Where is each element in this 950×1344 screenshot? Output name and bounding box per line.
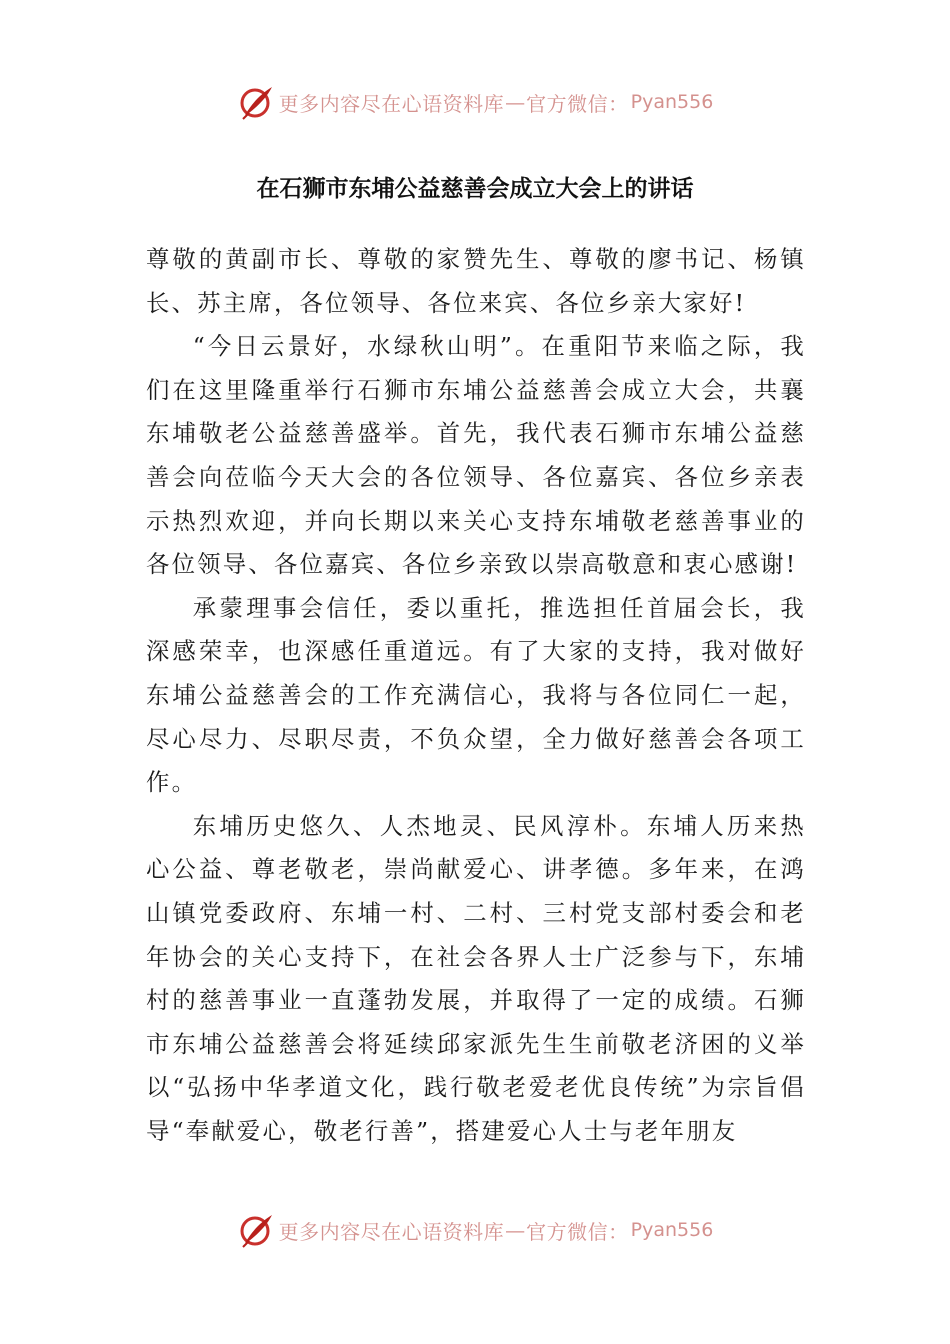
quill-logo-icon (237, 83, 275, 121)
separator-dash: — (505, 1218, 526, 1242)
document-body (146, 238, 806, 1153)
document-title: 在石狮市东埔公益慈善会成立大会上的讲话 (256, 176, 694, 202)
separator-dash: — (505, 90, 526, 114)
header-watermark-banner (0, 82, 950, 122)
wechat-handle: Pyan556 (630, 1219, 714, 1241)
paragraph-greeting: 尊敬的黄副市长、尊敬的家赞先生、尊敬的廖书记、杨镇长、苏主席，各位领导、各位来宾、各位乡亲大家好! (146, 245, 806, 317)
promo-text: 更多内容尽在心语资料库 (278, 91, 505, 116)
footer-watermark-banner (0, 1210, 950, 1250)
contact-label: 官方微信： (526, 91, 629, 116)
wechat-handle: Pyan556 (630, 91, 714, 113)
contact-label: 官方微信： (526, 1219, 629, 1244)
promo-text: 更多内容尽在心语资料库 (278, 1219, 505, 1244)
paragraph-acceptance: 承蒙理事会信任，委以重托，推选担任首届会长，我深感荣幸，也深感任重道远。有了大家的支持，我对做好东埔公益慈善会的工作充满信心，我将与各位同仁一起，尽心尽力、尽职尽责，不负众望，全力做好慈善会各项工作。 (146, 593, 806, 797)
quill-logo-icon (237, 1211, 275, 1249)
paragraph-history: 东埔历史悠久、人杰地灵、民风淳朴。东埔人历来热心公益、尊老敬老，崇尚献爱心、讲孝德。多年来，在鸿山镇党委政府、东埔一村、二村、三村党支部村委会和老年协会的关心支持下，在社会各界人士广泛参与下，东埔村的慈善事业一直蓬勃发展，并取得了一定的成绩。石狮市东埔公益慈善会将延续邱家派先生生前敬老济困的义举以“弘扬中华孝道文化，践行敬老爱老优良传统”为宗旨倡导“奉献爱心，敬老行善”，搭建爱心人士与老年朋友 (146, 811, 806, 1145)
paragraph-welcome: “今日云景好，水绿秋山明”。在重阳节来临之际，我们在这里隆重举行石狮市东埔公益慈善会成立大会，共襄东埔敬老公益慈善盛举。首先，我代表石狮市东埔公益慈善会向莅临今天大会的各位领导、各位嘉宾、各位乡亲表示热烈欢迎，并向长期以来关心支持东埔敬老慈善事业的各位领导、各位嘉宾、各位乡亲致以崇高敬意和衷心感谢! (146, 332, 806, 579)
